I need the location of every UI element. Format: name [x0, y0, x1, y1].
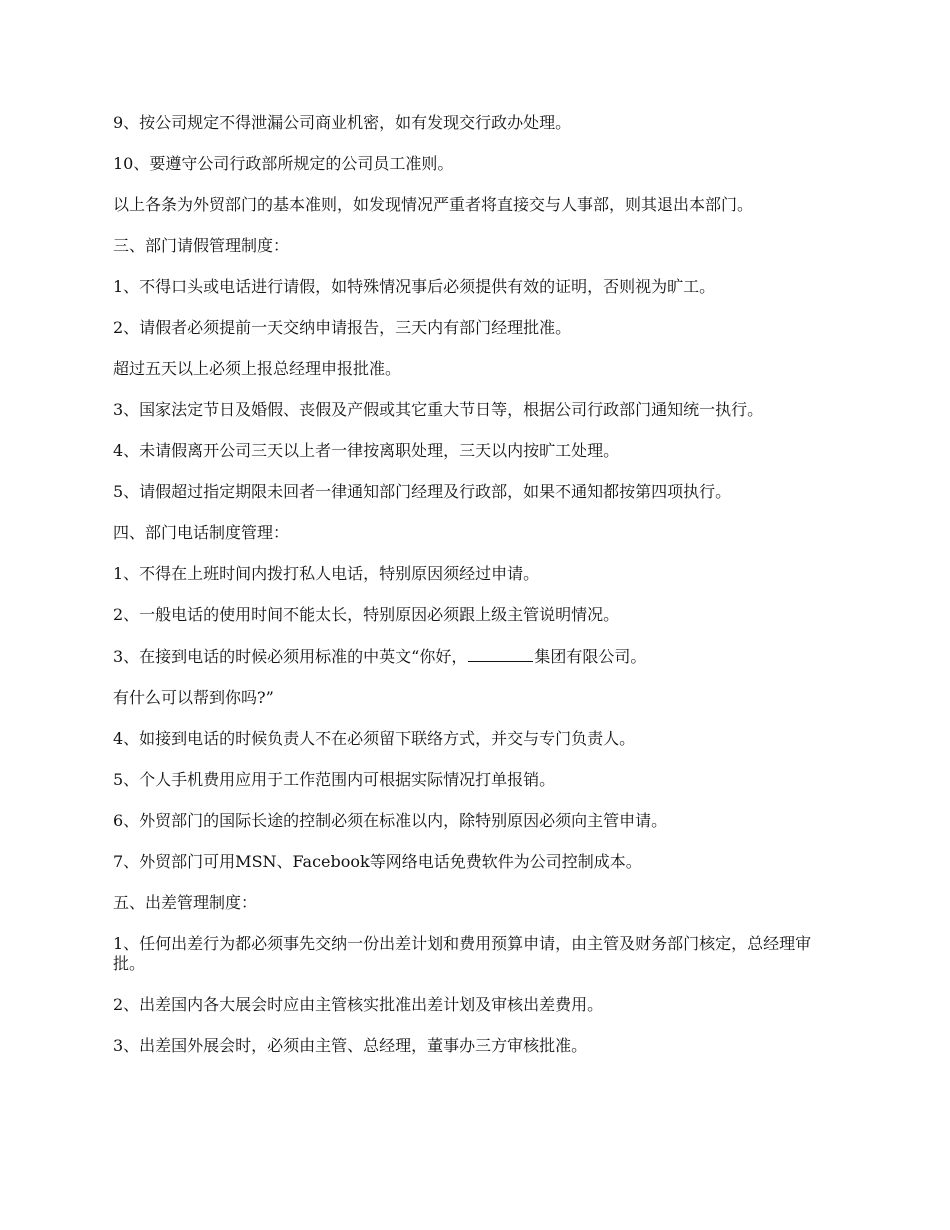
- leave-rule-4: 4、未请假离开公司三天以上者一律按离职处理，三天以内按旷工处理。: [113, 441, 620, 460]
- document-body: [113, 113, 843, 1077]
- travel-rule-1: 1、任何出差行为都必须事先交纳一份出差计划和费用预算申请，由主管及财务部门核定，总经理审批。: [113, 934, 812, 973]
- leave-rule-2: 2、请假者必须提前一天交纳申请报告，三天内有部门经理批准。: [113, 318, 572, 337]
- phone-rule-4: 4、如接到电话的时候负责人不在必须留下联络方式，并交与专门负责人。: [113, 729, 636, 748]
- travel-rule-2: 2、出差国内各大展会时应由主管核实批准出差计划及审核出差费用。: [113, 995, 604, 1014]
- rule-9-confidentiality: 9、按公司规定不得泄漏公司商业机密，如有发现交行政办处理。: [113, 113, 572, 132]
- leave-rule-5: 5、请假超过指定期限未回者一律通知部门经理及行政部，如果不通知都按第四项执行。: [113, 482, 732, 501]
- phone-rule-3: [113, 646, 843, 667]
- section-heading-leave: 三、部门请假管理制度：: [113, 236, 290, 255]
- phone-rule-2: 2、一般电话的使用时间不能太长，特别原因必须跟上级主管说明情况。: [113, 605, 620, 624]
- phone-rule-5: 5、个人手机费用应用于工作范围内可根据实际情况打单报销。: [113, 770, 556, 789]
- phone-rule-3-continued: 有什么可以帮到你吗?”: [113, 688, 274, 707]
- travel-rule-3: 3、出差国外展会时，必须由主管、总经理，董事办三方审核批准。: [113, 1036, 588, 1055]
- phone-rule-3-suffix: 集团有限公司。: [534, 647, 647, 666]
- phone-rule-6: 6、外贸部门的国际长途的控制必须在标准以内，除特别原因必须向主管申请。: [113, 811, 668, 830]
- phone-rule-3-prefix: 3、在接到电话的时候必须用标准的中英文“你好，: [113, 647, 468, 666]
- basic-rules-summary: 以上各条为外贸部门的基本准则，如发现情况严重者将直接交与人事部，则其退出本部门。: [113, 195, 754, 214]
- section-heading-phone: 四、部门电话制度管理：: [113, 523, 290, 542]
- section-heading-travel: 五、出差管理制度：: [113, 893, 258, 912]
- phone-rule-1: 1、不得在上班时间内拨打私人电话，特别原因须经过申请。: [113, 564, 540, 583]
- phone-rule-7: 7、外贸部门可用MSN、Facebook等网络电话免费软件为公司控制成本。: [113, 852, 642, 871]
- company-name-blank: [468, 646, 533, 662]
- leave-rule-3: 3、国家法定节日及婚假、丧假及产假或其它重大节日等，根据公司行政部门通知统一执行。: [113, 400, 764, 419]
- leave-rule-1: 1、不得口头或电话进行请假，如特殊情况事后必须提供有效的证明，否则视为旷工。: [113, 277, 716, 296]
- leave-rule-2-continued: 超过五天以上必须上报总经理申报批准。: [113, 359, 402, 378]
- rule-10-employee-code: 10、要遵守公司行政部所规定的公司员工准则。: [113, 154, 454, 173]
